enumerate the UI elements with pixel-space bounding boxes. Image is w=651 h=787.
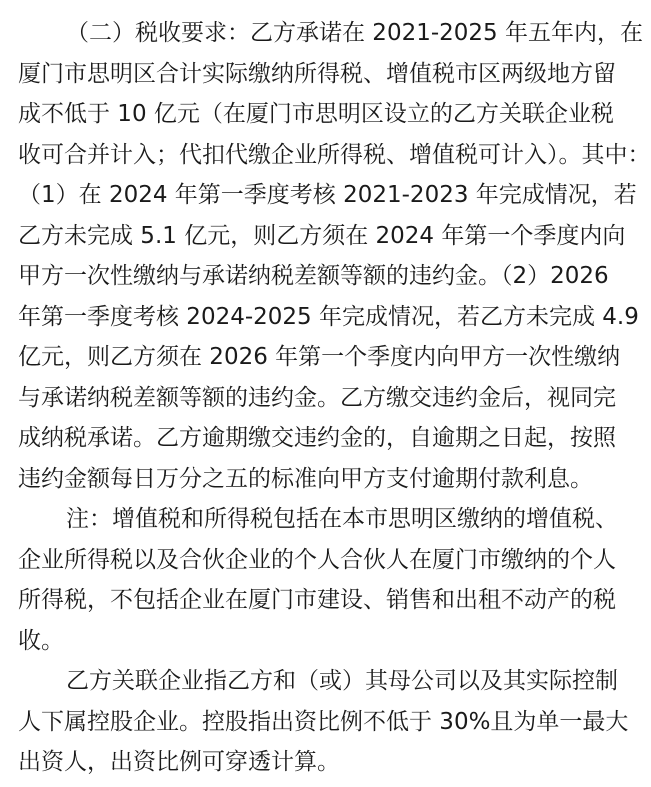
text-line: 收可合并计入；代扣代缴企业所得税、增值税可计入）。其中： — [18, 141, 651, 168]
text-line: （二）税收要求：乙方承诺在 2021-2025 年五年内，在 — [66, 20, 643, 46]
text-line: 厦门市思明区合计实际缴纳所得税、增值税市区两级地方留 — [18, 60, 616, 87]
text-line: 乙方未完成 5.1 亿元，则乙方须在 2024 年第一个季度内向 — [18, 222, 626, 249]
text-line: 违约金额每日万分之五的标准向甲方支付逾期付款利息。 — [18, 465, 593, 492]
text-line: 成不低于 10 亿元（在厦门市思明区设立的乙方关联企业税 — [18, 101, 614, 127]
text-line: （1）在 2024 年第一季度考核 2021-2023 年完成情况，若 — [18, 182, 637, 208]
text-line: 人下属控股企业。控股指出资比例不低于 30%且为单一最大 — [18, 708, 629, 735]
paragraph-tax-requirement — [18, 13, 651, 499]
text-line: 注：增值税和所得税包括在本市思明区缴纳的增值税、 — [66, 506, 618, 532]
text-line: 亿元，则乙方须在 2026 年第一个季度内向甲方一次性缴纳 — [18, 344, 621, 370]
text-line: 收。 — [18, 627, 64, 654]
text-line: 企业所得税以及合伙企业的个人合伙人在厦门市缴纳的个人 — [18, 546, 616, 573]
text-line: 出资人，出资比例可穿透计算。 — [18, 749, 340, 775]
text-line: 甲方一次性缴纳与承诺纳税差额等额的违约金。（2）2026 — [18, 263, 609, 289]
text-line: 年第一季度考核 2024-2025 年完成情况，若乙方未完成 4.9 — [18, 303, 639, 330]
paragraph-affiliate-definition — [18, 661, 629, 783]
text-line: 所得税，不包括企业在厦门市建设、销售和出租不动产的税 — [18, 587, 616, 613]
paragraph-note — [18, 499, 618, 661]
text-line: 与承诺纳税差额等额的违约金。乙方缴交违约金后，视同完 — [18, 384, 616, 411]
text-line: 成纳税承诺。乙方逾期缴交违约金的，自逾期之日起，按照 — [18, 425, 616, 451]
text-line: 乙方关联企业指乙方和（或）其母公司以及其实际控制 — [66, 668, 618, 694]
